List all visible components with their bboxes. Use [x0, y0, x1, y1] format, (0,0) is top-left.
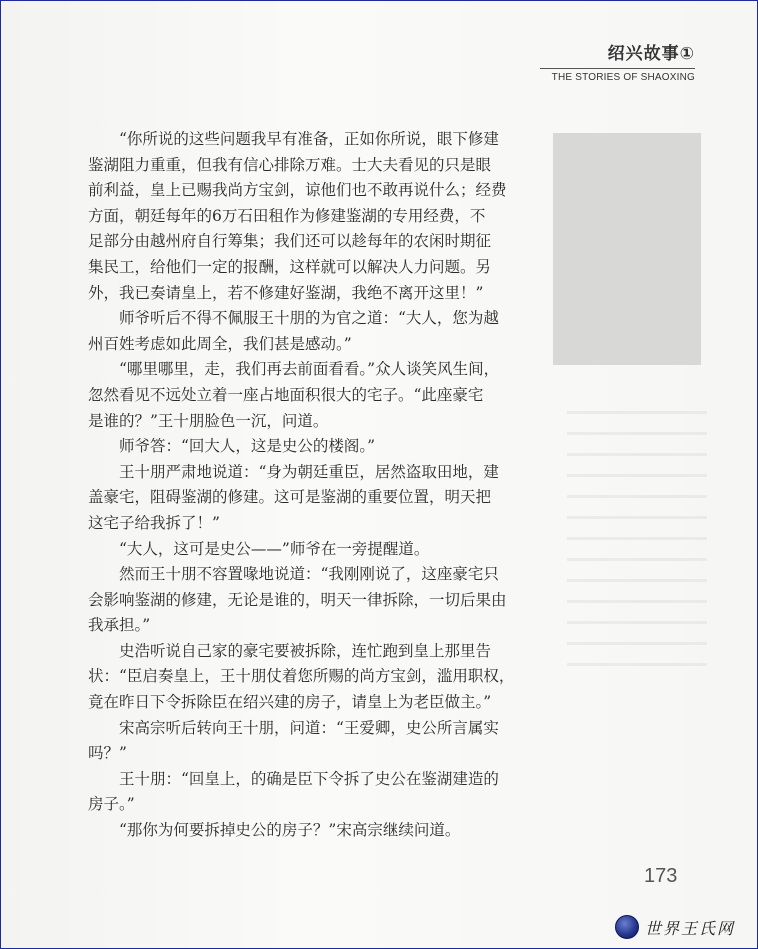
text-line: 会影响鉴湖的修建，无论是谁的，明天一律拆除，一切后果由 [88, 590, 507, 609]
text-line: 竟在昨日下令拆除臣在绍兴建的房子，请皇上为老臣做主。” [88, 693, 492, 712]
paragraph [88, 818, 528, 844]
side-image-placeholder [553, 133, 701, 365]
body-text [88, 127, 528, 844]
header-subtitle: THE STORIES OF SHAOXING [551, 72, 695, 83]
watermark-text: 世界王氏网 [645, 918, 736, 938]
paragraph [88, 127, 528, 306]
paragraph [88, 716, 528, 767]
header-title: 绍兴故事① [607, 44, 695, 64]
text-line: 方面，朝廷每年的6万石田租作为修建鉴湖的专用经费，不 [88, 206, 486, 225]
text-line: 外，我已奏请皇上，若不修建好鉴湖，我绝不离开这里！” [88, 283, 484, 302]
text-line: “那你为何要拆掉史公的房子？”宋高宗继续问道。 [119, 821, 461, 840]
text-line: “你所说的这些问题我早有准备，正如你所说，眼下修建 [119, 130, 499, 148]
text-line: 足部分由越州府自行筹集；我们还可以趁每年的农闲时期征 [88, 232, 492, 251]
text-line: 王十朋：“回皇上，的确是臣下令拆了史公在鉴湖建造的 [119, 769, 499, 788]
paragraph [88, 767, 528, 818]
watermark-logo-icon [615, 915, 639, 939]
text-line: 师爷答：“回大人，这是史公的楼阁。” [119, 437, 376, 456]
text-line: 宋高宗听后转向王十朋，问道：“王爱卿，史公所言属实 [119, 718, 499, 737]
text-line: 这宅子给我拆了！” [88, 513, 220, 532]
text-line: “哪里哪里，走，我们再去前面看看。”众人谈笑风生间， [119, 360, 500, 379]
bleed-through-shadow [567, 411, 707, 671]
text-line: 集民工，给他们一定的报酬，这样就可以解决人力问题。另 [88, 257, 492, 276]
paragraph [88, 434, 528, 460]
page-number: 173 [644, 865, 678, 887]
text-line: 王十朋严肃地说道：“身为朝廷重臣，居然盗取田地，建 [119, 462, 499, 481]
running-header [540, 39, 695, 83]
text-line: 状：“臣启奏皇上，王十朋仗着您所赐的尚方宝剑，滥用职权， [88, 667, 515, 686]
text-line: 然而王十朋不容置喙地说道：“我刚刚说了，这座豪宅只 [119, 565, 499, 584]
watermark [615, 915, 735, 939]
paragraph [88, 460, 528, 537]
text-line: 鉴湖阻力重重，但我有信心排除万难。士大夫看见的只是眼 [88, 155, 492, 174]
text-line: 州百姓考虑如此周全，我们甚是感动。” [88, 334, 352, 353]
text-line: 史浩听说自己家的豪宅要被拆除，连忙跑到皇上那里告 [119, 641, 492, 660]
header-rule [540, 68, 695, 69]
paragraph [88, 562, 528, 639]
text-line: 忽然看见不远处立着一座占地面积很大的宅子。“此座豪宅 [88, 385, 484, 404]
text-line: 盖豪宅，阻碍鉴湖的修建。这可是鉴湖的重要位置，明天把 [88, 488, 492, 507]
paragraph [88, 306, 528, 357]
paragraph [88, 537, 528, 563]
text-line: 房子。” [88, 795, 135, 814]
text-line: 是谁的？”王十朋脸色一沉，问道。 [88, 411, 329, 430]
text-line: “大人，这可是史公——”师爷在一旁提醒道。 [119, 539, 430, 558]
paragraph [88, 357, 528, 434]
paragraph [88, 639, 528, 716]
text-line: 师爷听后不得不佩服王十朋的为官之道：“大人，您为越 [119, 309, 499, 328]
text-line: 我承担。” [88, 616, 151, 635]
text-line: 前利益，皇上已赐我尚方宝剑，谅他们也不敢再说什么；经费 [88, 181, 507, 200]
text-line: 吗？” [88, 744, 127, 763]
